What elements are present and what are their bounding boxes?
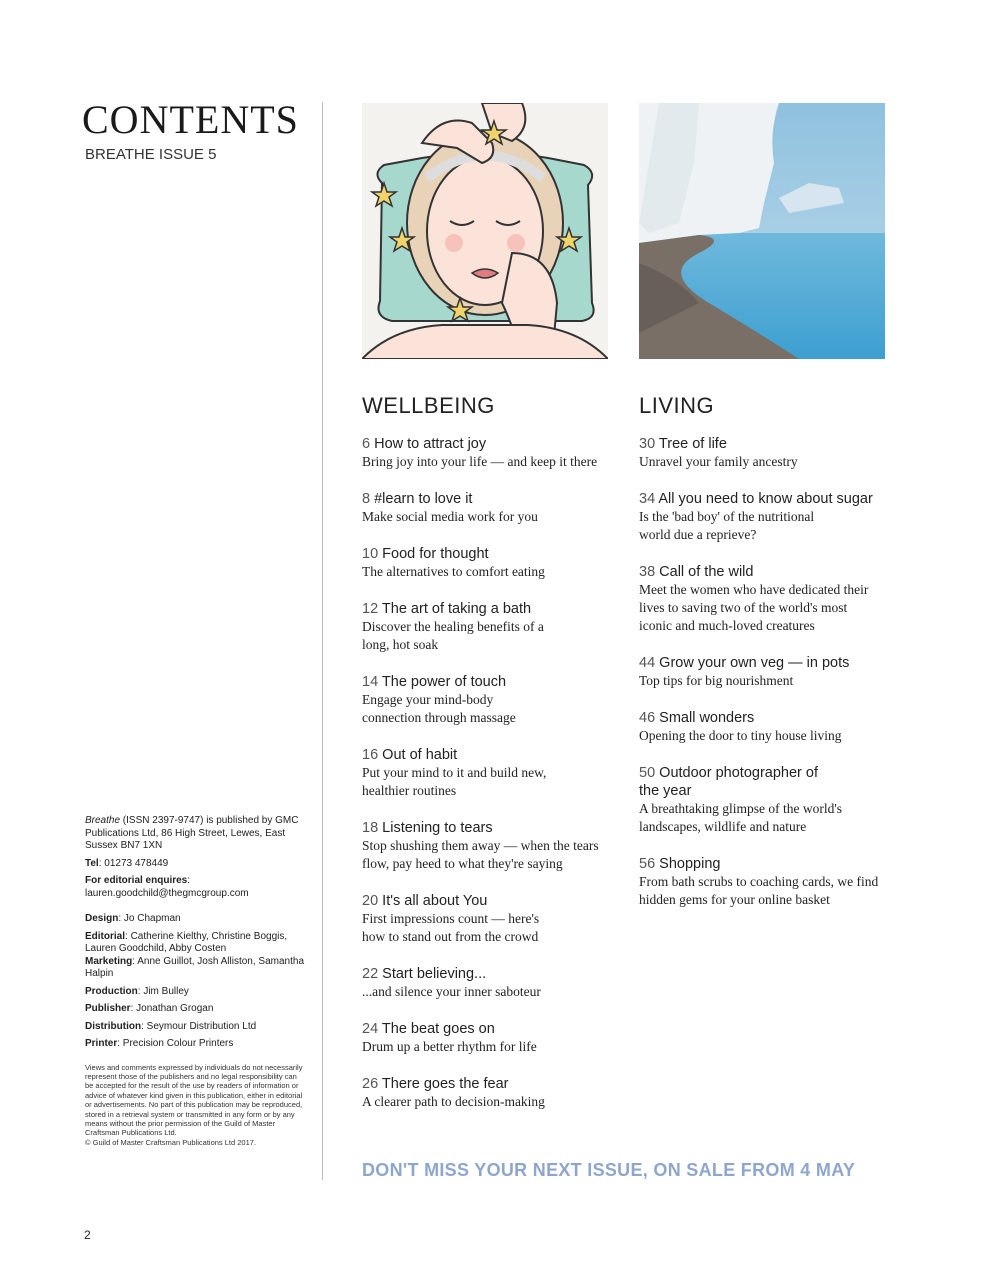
- toc-item[interactable]: 50 Outdoor photographer of the year A breathtaking glimpse of the world's landscapes, wildlife and nature: [639, 765, 843, 834]
- toc-item[interactable]: 22 Start believing... ...and silence your inner saboteur: [362, 966, 541, 999]
- enquiries-line: For editorial enquires: lauren.goodchild@thegmcgroup.com: [85, 875, 249, 899]
- wellbeing-section: [362, 393, 624, 1130]
- toc-item[interactable]: 30 Tree of life Unravel your family ancestry: [639, 436, 798, 469]
- massage-illustration: [362, 103, 608, 359]
- credit-line: Editorial: Catherine Kielthy, Christine Boggis, Lauren Goodchild, Abby Costen: [85, 930, 288, 954]
- issue-subtitle: BREATHE ISSUE 5: [85, 146, 217, 163]
- toc-item[interactable]: 18 Listening to tears Stop shushing them away — when the tears flow, pay heed to what they're saying: [362, 820, 599, 871]
- toc-item[interactable]: 10 Food for thought The alternatives to comfort eating: [362, 546, 545, 579]
- toc-item[interactable]: 20 It's all about You First impressions count — here's how to stand out from the crowd: [362, 893, 540, 944]
- next-issue-banner: DON'T MISS YOUR NEXT ISSUE, ON SALE FROM 4 MAY: [362, 1160, 856, 1180]
- credit-line: Printer: Precision Colour Printers: [85, 1038, 234, 1049]
- page-number: 2: [84, 1228, 91, 1242]
- living-section: [639, 393, 901, 928]
- disclaimer: Views and comments expressed by individuals do not necessarily represent those of the publishers and no legal responsibility can be accepted for the result of the use by readers of information or advice of whatever kind given in this publication, either in editorial or advertisements. No part of this publication may be reproduced, stored in a retrieval system or transmitted in any form or by any means without the prior permission of the Guild of Master Craftsman Publications Ltd. © Guild of Master Craftsman Publications Ltd 2017.: [85, 1062, 303, 1147]
- toc-item[interactable]: 24 The beat goes on Drum up a better rhythm for life: [362, 1021, 537, 1054]
- page-title: CONTENTS: [82, 97, 299, 142]
- toc-item[interactable]: 12 The art of taking a bath Discover the healing benefits of a long, hot soak: [362, 601, 544, 652]
- toc-item[interactable]: 14 The power of touch Engage your mind-body connection through massage: [362, 674, 516, 725]
- credit-line: Design: Jo Chapman: [85, 913, 181, 924]
- vertical-divider: [322, 102, 323, 1180]
- wellbeing-heading: WELLBEING: [362, 393, 495, 418]
- tel-line: Tel: 01273 478449: [85, 857, 169, 869]
- cliffs-photo: [639, 103, 885, 359]
- living-heading: LIVING: [639, 393, 715, 418]
- credit-line: Distribution: Seymour Distribution Ltd: [85, 1020, 257, 1032]
- toc-item[interactable]: 16 Out of habit Put your mind to it and build new, healthier routines: [362, 747, 547, 798]
- credit-line: Marketing: Anne Guillot, Josh Alliston, Samantha Halpin: [85, 955, 305, 979]
- publisher-line: Breathe (ISSN 2397-9747) is published by GMC Publications Ltd, 86 High Street, Lewes, East Sussex BN7 1XN: [85, 815, 299, 851]
- toc-item[interactable]: 8 #learn to love it Make social media work for you: [362, 491, 538, 524]
- email-link[interactable]: lauren.goodchild@thegmcgroup.com: [85, 887, 249, 899]
- toc-item[interactable]: 46 Small wonders Opening the door to tiny house living: [639, 710, 842, 743]
- toc-item[interactable]: 56 Shopping From bath scrubs to coaching cards, we find hidden gems for your online basket: [639, 856, 879, 907]
- toc-item[interactable]: 6 How to attract joy Bring joy into your life — and keep it there: [362, 436, 598, 469]
- toc-item[interactable]: 34 All you need to know about sugar Is the 'bad boy' of the nutritional world due a reprieve?: [639, 491, 873, 542]
- toc-item[interactable]: 38 Call of the wild Meet the women who have dedicated their lives to saving two of the world's most iconic and much-loved creatures: [639, 564, 869, 633]
- toc-item[interactable]: 26 There goes the fear A clearer path to decision-making: [362, 1076, 545, 1109]
- imprint: [85, 815, 307, 1152]
- credit-line: Publisher: Jonathan Grogan: [85, 1003, 214, 1014]
- credit-line: Production: Jim Bulley: [85, 985, 189, 997]
- toc-item[interactable]: 44 Grow your own veg — in pots Top tips for big nourishment: [639, 655, 850, 688]
